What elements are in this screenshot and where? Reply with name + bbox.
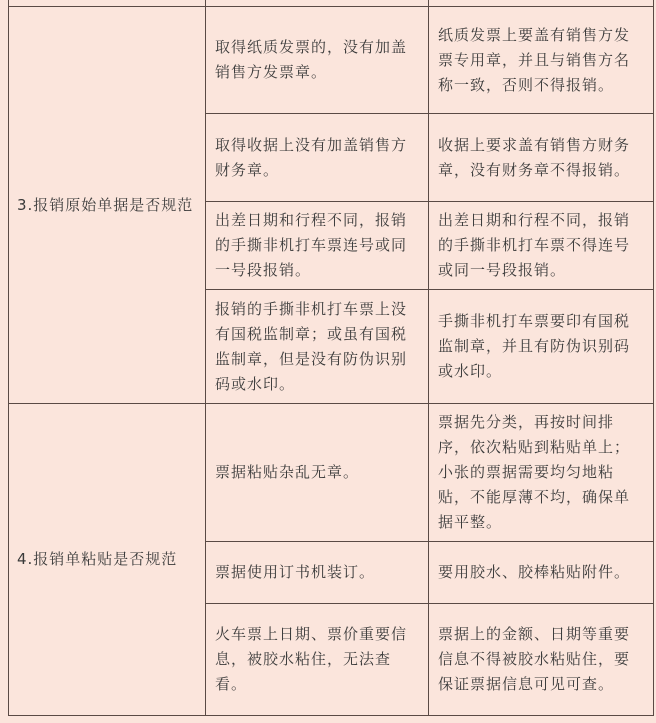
issue-cell: 取得收据上没有加盖销售方财务章。 [206,114,429,202]
issue-cell: 出差日期和行程不同，报销的手撕非机打车票连号或同一号段报销。 [206,202,429,290]
issue-cell: 火车票上日期、票价重要信息，被胶水粘住，无法查看。 [206,604,429,716]
issue-cell: 票据粘贴杂乱无章。 [206,404,429,542]
requirement-cell: 收据上要求盖有销售方财务章，没有财务章不得报销。 [429,114,654,202]
issue-cell: 票据使用订书机装订。 [206,542,429,604]
requirement-cell: 票据先分类，再按时间排序，依次粘贴到粘贴单上；小张的票据需要均匀地粘贴，不能厚薄不均，确保单据平整。 [429,404,654,542]
section-label-4: 4.报销单粘贴是否规范 [9,404,206,716]
requirement-cell: 手撕非机打车票要印有国税监制章，并且有防伪识别码或水印。 [429,290,654,404]
requirement-cell: 票据上的金额、日期等重要信息不得被胶水粘贴住，要保证票据信息可见可查。 [429,604,654,716]
requirement-cell: 出差日期和行程不同，报销的手撕非机打车票不得连号或同一号段报销。 [429,202,654,290]
table-row [9,404,654,542]
reimbursement-rules-table [8,0,654,716]
table-row [9,7,654,114]
requirement-cell: 要用胶水、胶棒粘贴附件。 [429,542,654,604]
section-label-3: 3.报销原始单据是否规范 [9,7,206,404]
issue-cell: 取得纸质发票的，没有加盖销售方发票章。 [206,7,429,114]
issue-cell: 报销的手撕非机打车票上没有国税监制章；或虽有国税监制章，但是没有防伪识别码或水印。 [206,290,429,404]
requirement-cell: 纸质发票上要盖有销售方发票专用章，并且与销售方名称一致，否则不得报销。 [429,7,654,114]
